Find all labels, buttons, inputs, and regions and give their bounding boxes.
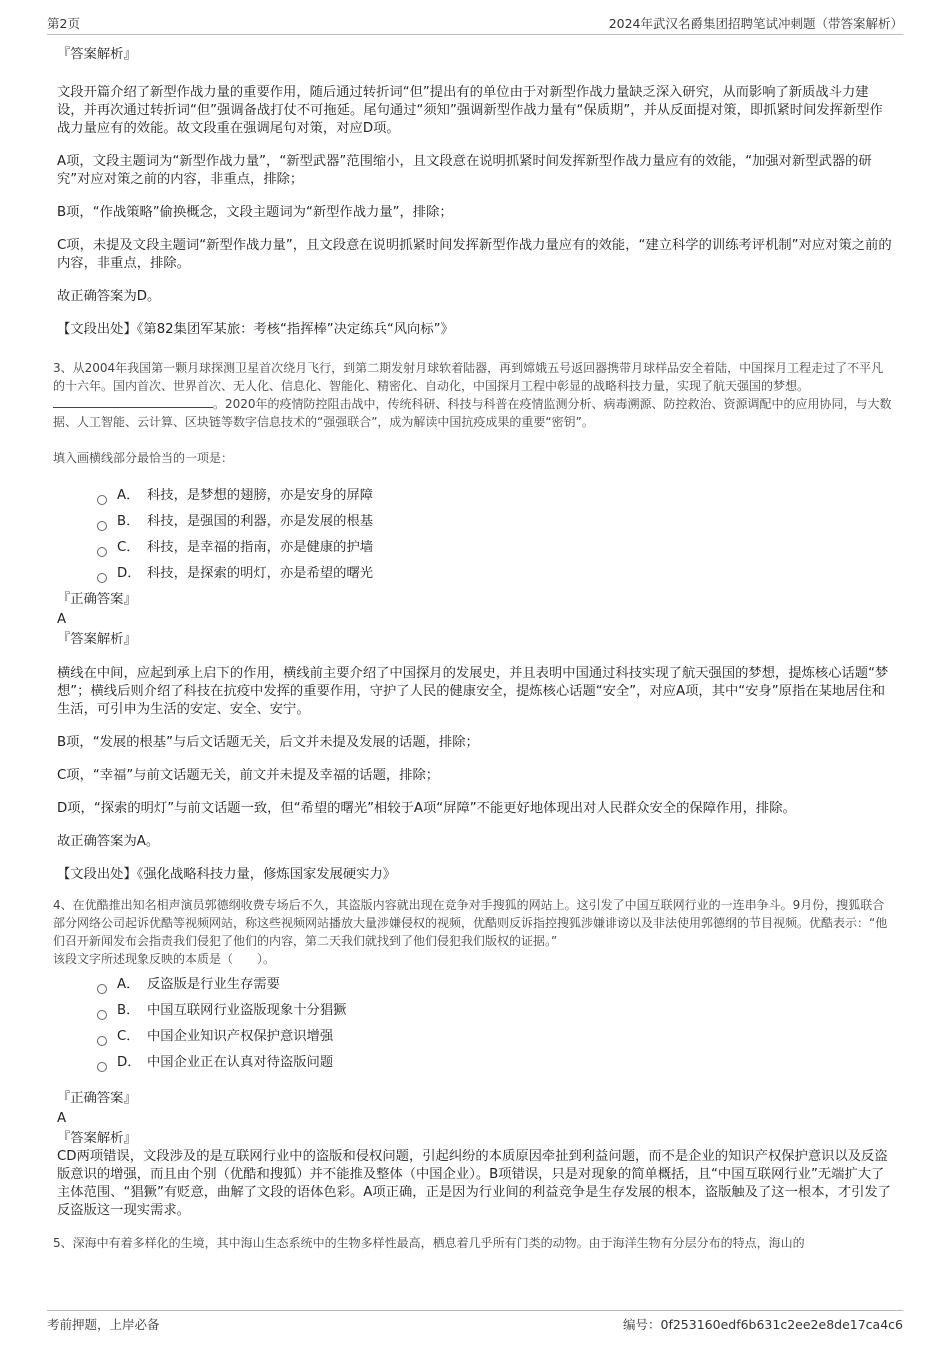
q4-option-a[interactable]: A． 反盗版是行业生存需要	[97, 972, 895, 998]
q3-prompt: 填入画横线部分最恰当的一项是：	[53, 451, 234, 465]
q4-prompt: 该段文字所述现象反映的本质是（ ）。	[53, 952, 276, 966]
q3-options	[57, 483, 895, 587]
document-code: 编号：0f253160edf6b631c2ee2e8de17ca4c6	[623, 1317, 903, 1332]
q3-option-a[interactable]: A． 科技，是梦想的翅膀，亦是安身的屏障	[97, 483, 895, 509]
q3-answer: A	[57, 612, 67, 627]
q3-stem: 3、从2004年我国第一颗月球探测卫星首次绕月飞行，到第二期发射月球软着陆器，再到嫦娥五号返回器携带月球样品安全着陆，中国探月工程走过了不平凡的十六年。国内首次、世界首次、无人化、信息化、智能化、精密化、自动化，中国探月工程中彰显的战略科技力量，实现了航天强国的梦想。。2020年的疫情防控阻击战中，传统科研、科技与科普在疫情监测分析、病毒溯源、防控救治、资源调配中的应用协同，与大数据、人工智能、云计算、区块链等数字信息技术的“强强联合”，成为解读中国抗疫成果的重要“密钥”。	[53, 361, 892, 429]
q3-analysis-para-2: B项，“发展的根基”与后文话题无关，后文并未提及发展的话题，排除；	[57, 735, 479, 750]
radio-icon[interactable]	[97, 1062, 107, 1072]
document-title: 2024年武汉名爵集团招聘笔试冲刺题（带答案解析）	[608, 16, 903, 31]
radio-icon[interactable]	[97, 1010, 107, 1020]
q2-analysis-label: 『答案解析』	[57, 47, 137, 62]
radio-icon[interactable]	[97, 495, 107, 505]
radio-icon[interactable]	[97, 521, 107, 531]
q5-stem: 5、深海中有着多样化的生境，其中海山生态系统中的生物多样性最高，栖息着几乎所有门类的动物。由于海洋生物有分层分布的特点，海山的	[53, 1236, 805, 1250]
q2-source: 【文段出处】《第82集团军某旅：考核“指挥棒”决定练兵“风向标”》	[57, 322, 454, 337]
q3-option-d[interactable]: D． 科技，是探索的明灯，亦是希望的曙光	[97, 561, 895, 587]
q3-analysis-para-4: D项，“探索的明灯”与前文话题一致，但“希望的曙光”相较于A项“屏障”不能更好地体现出对人民群众安全的保障作用，排除。	[57, 801, 796, 816]
q3-answer-label: 『正确答案』	[57, 592, 137, 607]
q3-option-b[interactable]: B． 科技，是强国的利器，亦是发展的根基	[97, 509, 895, 535]
q3-option-c[interactable]: C． 科技，是幸福的指南，亦是健康的护墙	[97, 535, 895, 561]
q3-analysis-label: 『答案解析』	[57, 632, 137, 647]
q4-answer-label: 『正确答案』	[57, 1091, 137, 1106]
radio-icon[interactable]	[97, 573, 107, 583]
q4-answer: A	[57, 1111, 67, 1126]
radio-icon[interactable]	[97, 984, 107, 994]
q3-source: 【文段出处】《强化战略科技力量，修炼国家发展硬实力》	[57, 867, 397, 882]
q3-fill-blank	[53, 395, 213, 408]
q4-option-b[interactable]: B． 中国互联网行业盗版现象十分猖獗	[97, 998, 895, 1024]
page-content	[53, 40, 895, 1252]
q3-conclusion: 故正确答案为A。	[57, 834, 160, 849]
radio-icon[interactable]	[97, 547, 107, 557]
q2-analysis-para-4: C项，未提及文段主题词“新型作战力量”，且文段意在说明抓紧时间发挥新型作战力量应有的效能，“建立科学的训练考评机制”对应对策之前的内容，非重点，排除。	[57, 238, 892, 271]
footer-slogan: 考前押题，上岸必备	[47, 1317, 160, 1332]
q2-conclusion: 故正确答案为D。	[57, 289, 161, 304]
q4-analysis: CD两项错误，文段涉及的是互联网行业中的盗版和侵权问题，引起纠纷的本质原因牵扯到利益问题，而不是企业的知识产权保护意识以及反盗版意识的增强，而且由个别（优酷和搜狐）并不能推及整体（中国企业）。B项错误，只是对现象的简单概括，且“中国互联网行业”无端扩大了主体范围、“猖獗”有贬意，曲解了文段的语体色彩。A项正确，正是因为行业间的利益竞争是生存发展的根本，盗版触及了这一根本，才引发了反盗版这一现实需求。	[57, 1149, 891, 1218]
q4-options	[57, 972, 895, 1076]
q3-analysis-para-3: C项，“幸福”与前文话题无关，前文并未提及幸福的话题，排除；	[57, 768, 440, 783]
q3-analysis-para-1: 横线在中间，应起到承上启下的作用，横线前主要介绍了中国探月的发展史，并且表明中国通过科技实现了航天强国的梦想，提炼核心话题“梦想”；横线后则介绍了科技在抗疫中发挥的重要作用，守护了人民的健康安全，提炼核心话题“安全”，对应A项，其中“安身”原指在某地居住和生活，可引申为生活的安定、安全、安宁。	[57, 666, 889, 717]
page-footer	[47, 1310, 903, 1333]
q4-option-d[interactable]: D． 中国企业正在认真对待盗版问题	[97, 1050, 895, 1076]
q4-option-c[interactable]: C． 中国企业知识产权保护意识增强	[97, 1024, 895, 1050]
q2-analysis-para-3: B项，“作战策略”偷换概念，文段主题词为“新型作战力量”，排除；	[57, 205, 453, 220]
q4-analysis-label: 『答案解析』	[57, 1131, 137, 1146]
radio-icon[interactable]	[97, 1036, 107, 1046]
page-header	[47, 12, 903, 35]
q2-analysis-para-1: 文段开篇介绍了新型作战力量的重要作用，随后通过转折词“但”提出有的单位由于对新型作战力量缺乏深入研究，从而影响了新质战斗力建设，并再次通过转折词“但”强调备战打仗不可拖延。尾句通过“须知”强调新型作战力量有“保质期”，并从反面提对策，即抓紧时间发挥新型作战力量应有的效能。故文段重在强调尾句对策，对应D项。	[57, 85, 883, 136]
q2-analysis-para-2: A项，文段主题词为“新型作战力量”，“新型武器”范围缩小，且文段意在说明抓紧时间发挥新型作战力量应有的效能，“加强对新型武器的研究”对应对策之前的内容，非重点，排除；	[57, 154, 872, 187]
page-number: 第2页	[47, 16, 80, 31]
q4-stem: 4、在优酷推出知名相声演员郭德纲收费专场后不久，其盗版内容就出现在竞争对手搜狐的网站上。这引发了中国互联网行业的一连串争斗。9月份，搜狐联合部分网络公司起诉优酷等视频网站，称这些视频网站播放大量涉嫌侵权的视频，优酷则反诉指控搜狐涉嫌诽谤以及非法使用郭德纲的节目视频。优酷表示：“他们召开新闻发布会指责我们侵犯了他们的内容，第二天我们就找到了他们侵犯我们版权的证据。”	[53, 898, 888, 948]
